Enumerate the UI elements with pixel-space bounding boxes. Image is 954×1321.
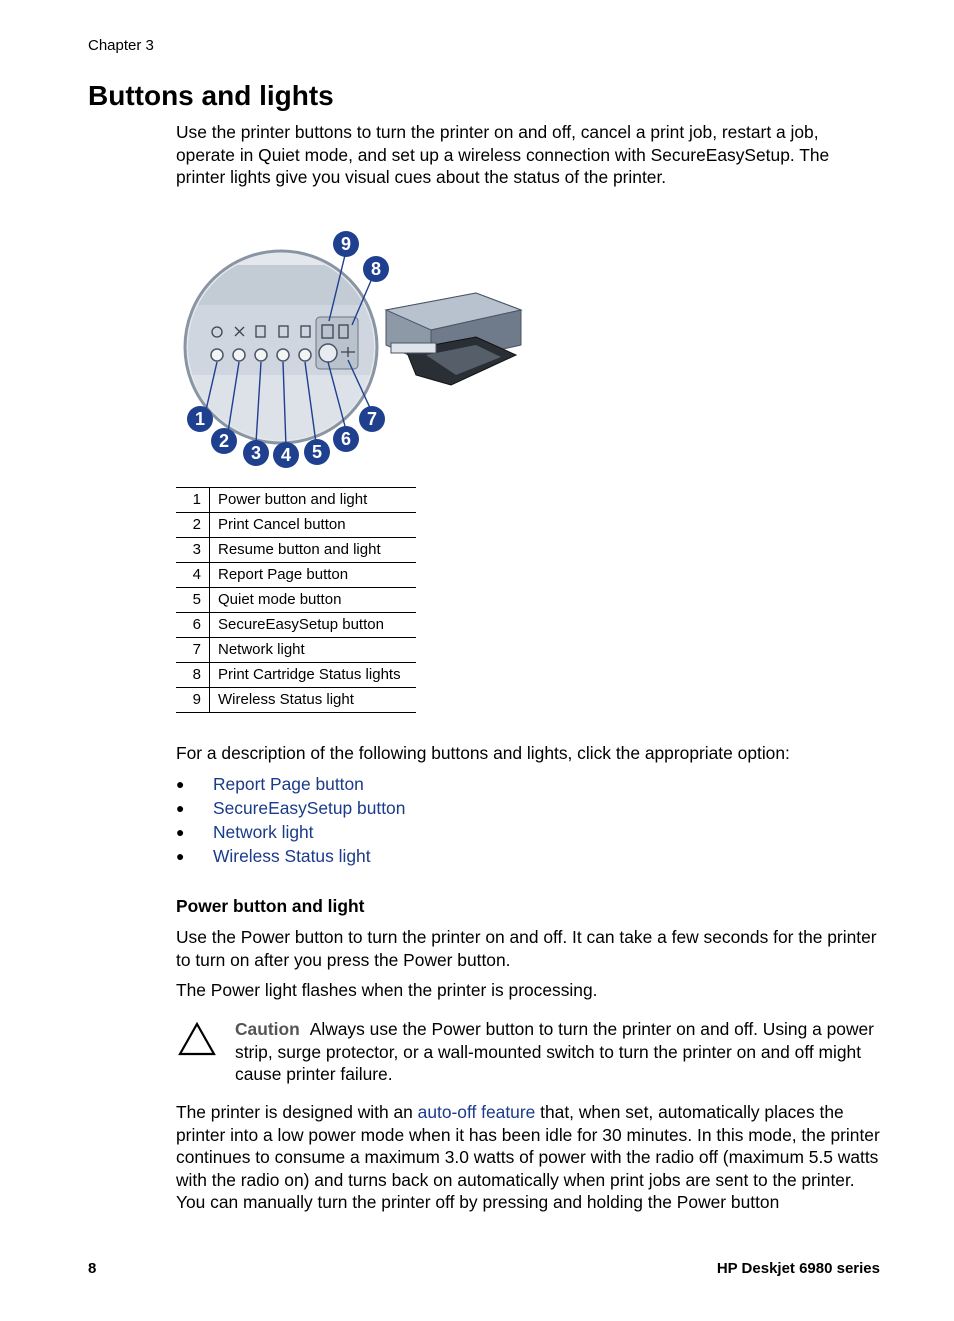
legend-label: Print Cancel button [210,513,417,538]
legend-number: 3 [176,538,210,563]
callout-1 [187,406,213,432]
for-description-text: For a description of the following buttons and lights, click the appropriate option: [176,743,790,763]
auto-off-paragraph [176,1101,881,1214]
legend-label: Power button and light [210,488,417,513]
svg-text:8: 8 [370,259,382,279]
link-auto-off-feature[interactable]: auto-off feature [417,1102,536,1122]
legend-label: Quiet mode button [210,588,417,613]
callout-4 [273,442,299,468]
legend-number: 8 [176,663,210,688]
page-title: Buttons and lights [88,80,334,111]
svg-text:4: 4 [280,445,292,465]
legend-label: Wireless Status light [210,688,417,713]
running-header: Chapter 3 [88,37,154,54]
printer-image [386,293,521,385]
table-row [176,513,416,538]
legend-number: 7 [176,638,210,663]
printer-control-panel-illustration [176,225,526,470]
svg-text:7: 7 [366,409,378,429]
svg-text:2: 2 [218,431,230,451]
link-secureeasysetup-button[interactable]: SecureEasySetup button [213,798,406,818]
table-row [176,688,416,713]
table-row [176,563,416,588]
legend-label: Report Page button [210,563,417,588]
legend-number: 1 [176,488,210,513]
table-row [176,588,416,613]
legend-number: 4 [176,563,210,588]
svg-text:9: 9 [340,234,352,254]
section-heading: Power button and light [176,896,365,916]
callout-9 [333,231,359,257]
link-network-light[interactable]: Network light [213,822,314,842]
svg-text:6: 6 [340,429,352,449]
svg-text:3: 3 [250,443,262,463]
link-report-page-button[interactable]: Report Page button [213,774,364,794]
caution-note [235,1018,880,1086]
table-row [176,538,416,563]
auto-off-text-before: The printer is designed with an [176,1102,418,1122]
power-paragraph: Use the Power button to turn the printer on and off. It can take a few seconds for the printer to turn on after you press the Power button. [176,927,877,970]
page-number: 8 [88,1260,97,1277]
product-name: HP Deskjet 6980 series [716,1260,880,1277]
legend-number: 6 [176,613,210,638]
callout-2 [211,428,237,454]
callout-3 [243,440,269,466]
callout-8 [363,256,389,282]
legend-number: 5 [176,588,210,613]
link-wireless-status-light[interactable]: Wireless Status light [213,846,371,866]
callout-5 [304,439,330,465]
legend-label: Print Cartridge Status lights [210,663,417,688]
table-row [176,638,416,663]
table-row [176,663,416,688]
caution-label: Caution [235,1019,300,1039]
legend-label: Network light [210,638,417,663]
legend-number: 9 [176,688,210,713]
legend-label: SecureEasySetup button [210,613,417,638]
power-light-paragraph: The Power light flashes when the printer is processing. [176,980,598,1000]
auto-off-text-after: that, when set, automatically places the printer into a low power mode when it has been idle for 30 minutes. In this mode, the printer continues to consume a maximum 3.0 watts of power with the radio off (maximum 5.5 watts with the radio on) and turns back on automatically when print jobs are sent to the printer. You can manually turn the printer off by pressing and holding the Power button [176,1102,880,1212]
list-item [176,796,405,820]
legend-table [176,487,416,713]
caution-text: Always use the Power button to turn the printer on and off. Using a power strip, surge protector, or a wall-mounted switch to turn the printer on and off might cause printer failure. [235,1019,874,1084]
warning-triangle-icon [178,1022,216,1056]
option-links-list [176,772,405,868]
svg-text:1: 1 [194,409,206,429]
table-row [176,488,416,513]
legend-number: 2 [176,513,210,538]
table-row [176,613,416,638]
callout-7 [359,406,385,432]
list-item [176,820,405,844]
callout-6 [333,426,359,452]
intro-paragraph: Use the printer buttons to turn the printer on and off, cancel a print job, restart a job, operate in Quiet mode, and set up a wireless connection with SecureEasySetup. The printer lights give you visual cues about the status of the printer. [176,122,830,187]
list-item [176,844,405,868]
legend-label: Resume button and light [210,538,417,563]
list-item [176,772,405,796]
svg-text:5: 5 [311,442,323,462]
